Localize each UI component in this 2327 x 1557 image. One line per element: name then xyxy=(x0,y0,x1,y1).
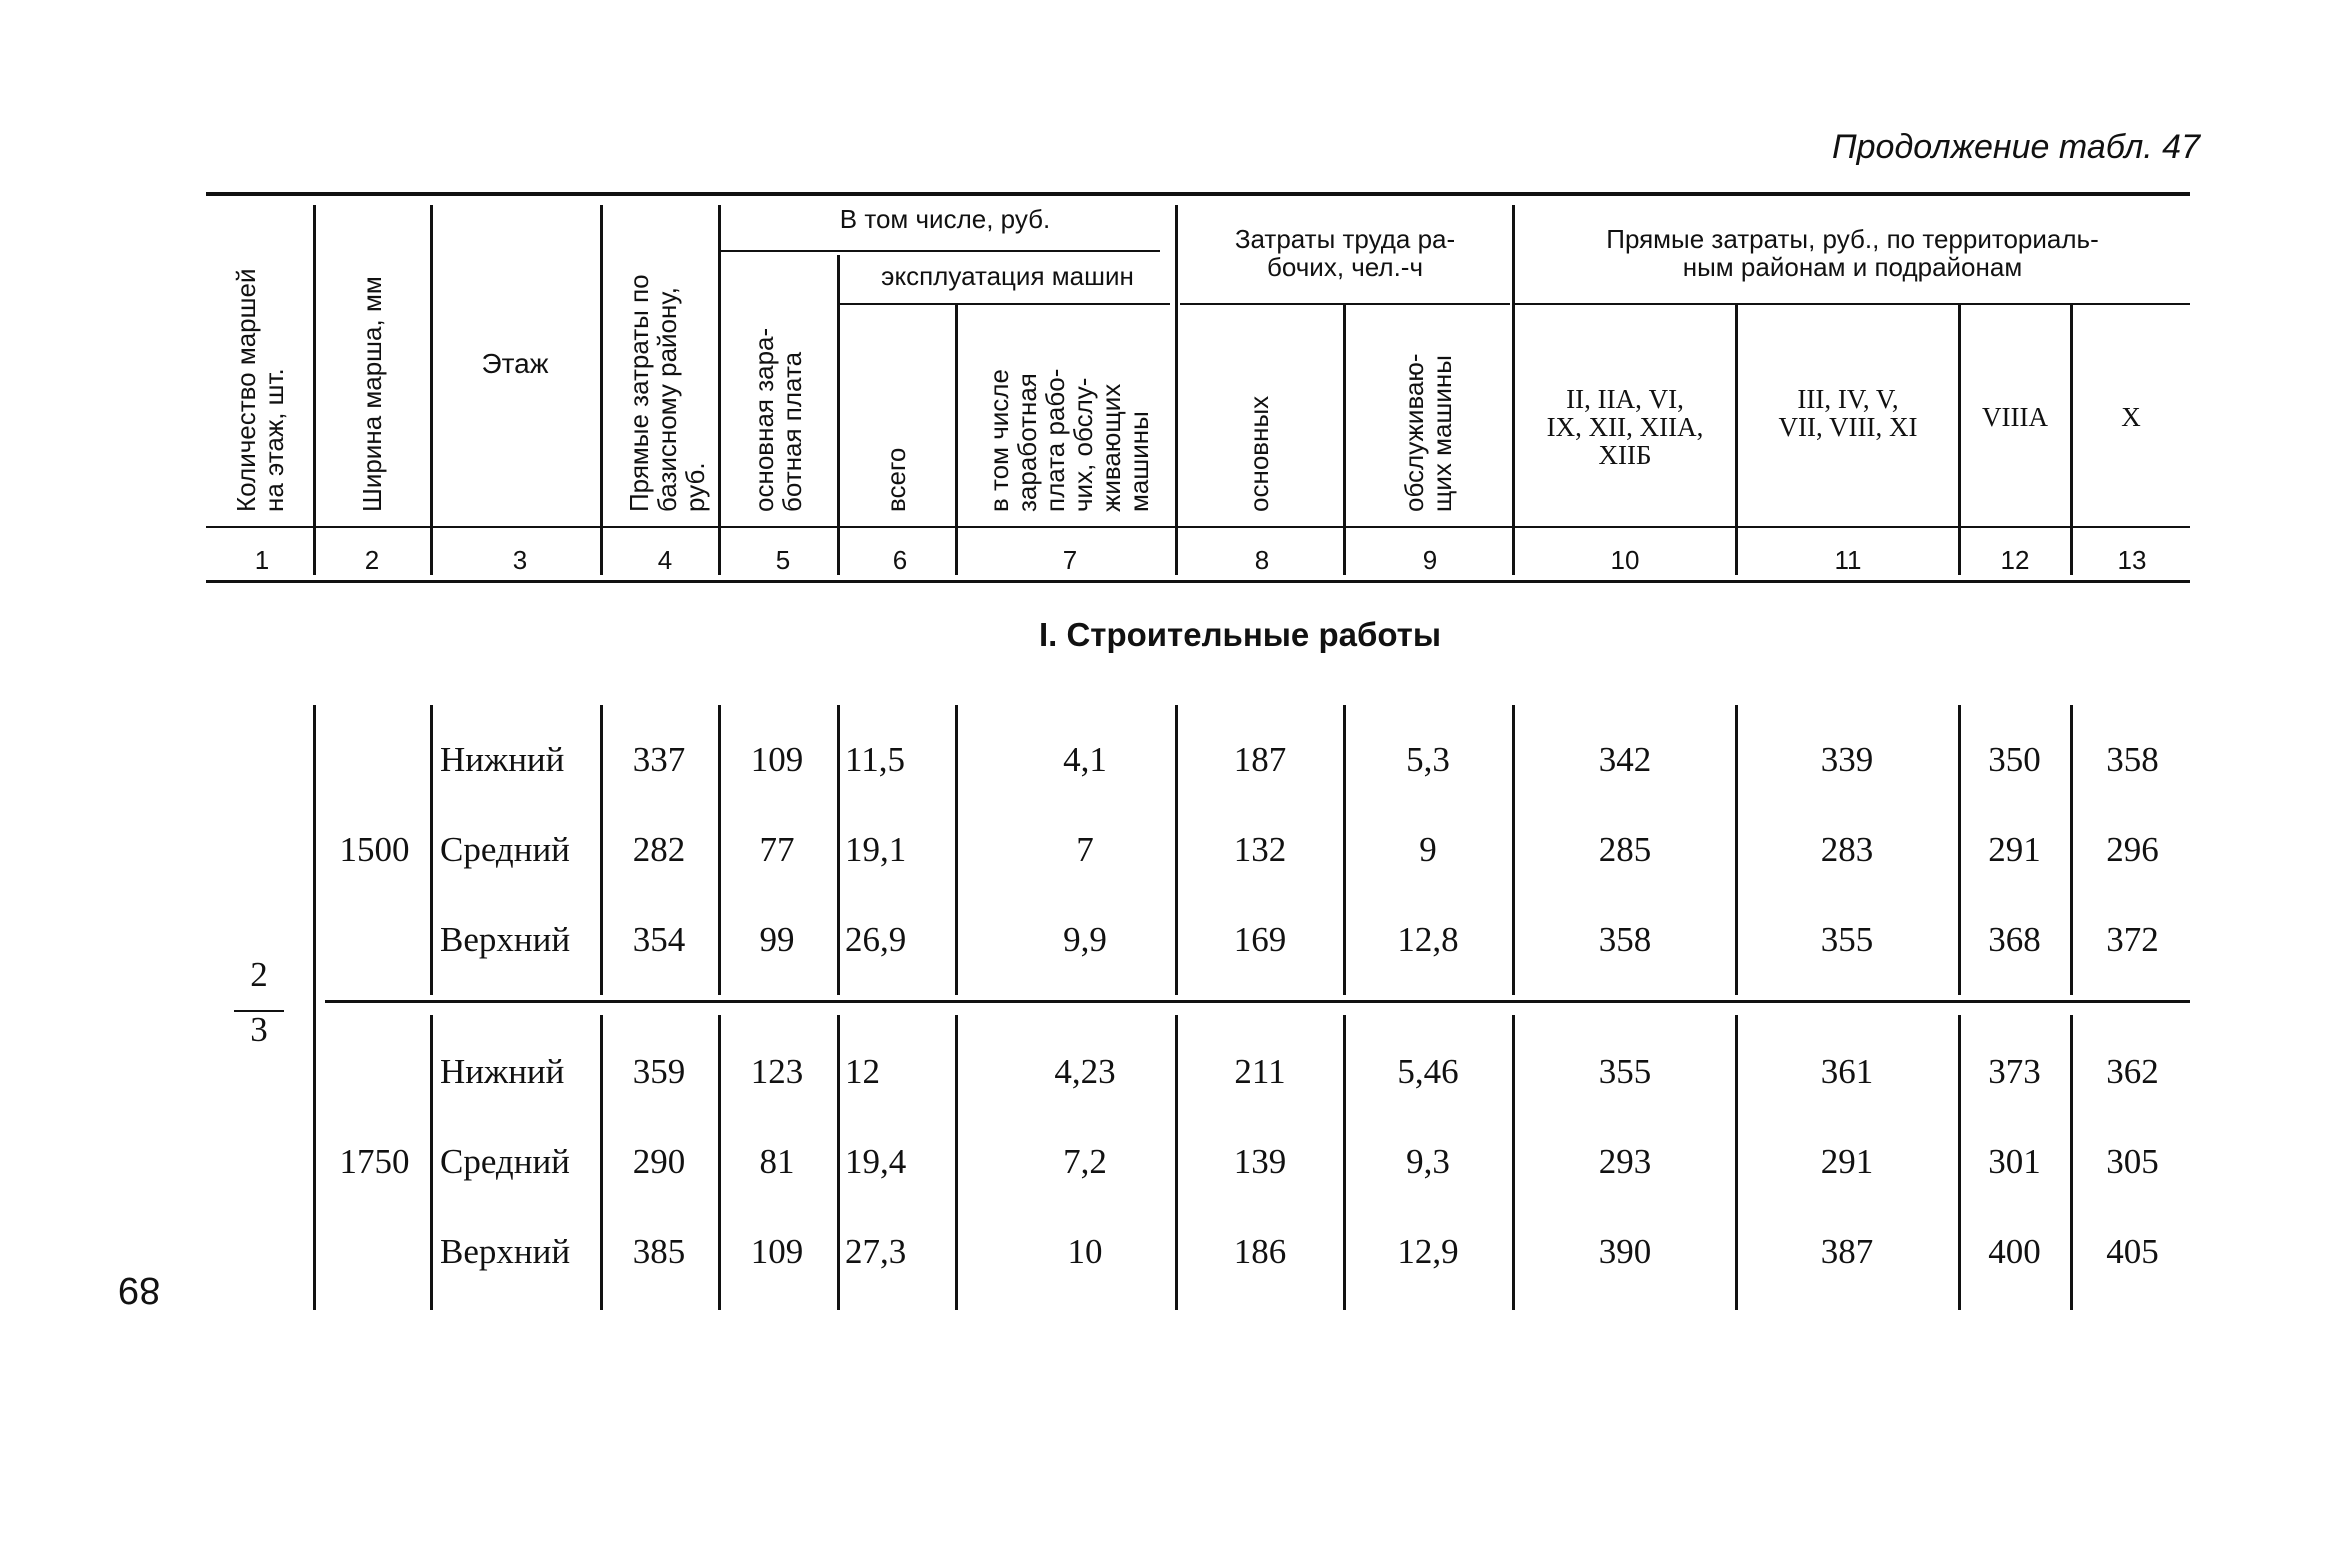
table-cell: 373 xyxy=(1988,1052,2041,1091)
body-vline xyxy=(600,705,603,995)
header-col3: Этаж xyxy=(481,348,549,379)
group-incl-rule xyxy=(720,250,1160,252)
table-cell: 12,8 xyxy=(1397,920,1459,959)
table-caption: Продолжение табл. 47 xyxy=(1832,128,2200,166)
header-group-regions-line: Прямые затраты, руб., по территориаль- xyxy=(1606,224,2099,254)
header-vline xyxy=(600,205,603,575)
body-vline xyxy=(1735,1015,1738,1310)
table-cell: 285 xyxy=(1598,830,1652,869)
header-col7-line: плата рабо- xyxy=(1040,368,1070,512)
header-group-regions xyxy=(1515,225,2190,281)
table-cell: 123 xyxy=(750,1052,804,1091)
table-cell: 26,9 xyxy=(845,920,907,959)
table-cell: 400 xyxy=(1988,1232,2041,1271)
header-col5-line: ботная плата xyxy=(777,351,807,512)
header-group-labor-line: Затраты труда ра- xyxy=(1234,224,1456,254)
table-cell: 5,3 xyxy=(1406,740,1450,779)
table-cell: 296 xyxy=(2106,830,2159,869)
header-vline xyxy=(955,305,958,575)
table-cell: 355 xyxy=(1820,920,1874,959)
table-cell: 387 xyxy=(1820,1232,1874,1271)
column-number: 4 xyxy=(657,545,673,575)
body-vline xyxy=(1343,1015,1346,1310)
table-cell: 283 xyxy=(1820,830,1874,869)
table-cell: 4,1 xyxy=(1063,740,1107,779)
header-vline xyxy=(837,255,840,575)
header-col13: X xyxy=(2121,402,2141,432)
header-col5 xyxy=(750,328,806,512)
body-vline xyxy=(837,705,840,995)
body-vline xyxy=(1175,1015,1178,1310)
table-cell: 291 xyxy=(1820,1142,1874,1181)
header-col5-line: основная зара- xyxy=(749,327,779,512)
body-vline xyxy=(600,1015,603,1310)
table-cell: 11,5 xyxy=(845,740,905,779)
column-number: 9 xyxy=(1422,545,1438,575)
column-number: 8 xyxy=(1254,545,1270,575)
column-number: 7 xyxy=(1062,545,1078,575)
table-cell: 139 xyxy=(1233,1142,1287,1181)
header-col9 xyxy=(1400,353,1456,512)
group-regions-rule xyxy=(1515,303,2190,305)
body-vline xyxy=(1512,1015,1515,1310)
table-cell: 9 xyxy=(1419,830,1437,869)
table-cell: 372 xyxy=(2106,920,2159,959)
body-vline xyxy=(1958,705,1961,995)
table-cell: 187 xyxy=(1233,740,1287,779)
table-cell: 9,3 xyxy=(1406,1142,1450,1181)
header-vline xyxy=(430,205,433,575)
body-vline xyxy=(2070,705,2073,995)
floor-label: Средний xyxy=(440,830,570,869)
table-cell: 290 xyxy=(632,1142,686,1181)
column-number: 6 xyxy=(892,545,908,575)
header-col7-line: машины xyxy=(1124,411,1154,512)
header-top-rule xyxy=(206,192,2190,196)
table-cell: 169 xyxy=(1233,920,1287,959)
table-cell: 19,1 xyxy=(845,830,907,869)
body-vline xyxy=(837,1015,840,1310)
column-number: 12 xyxy=(2000,545,2030,575)
table-cell: 109 xyxy=(750,740,804,779)
table-cell: 12,9 xyxy=(1397,1232,1459,1271)
header-group-labor-line: бочих, чел.-ч xyxy=(1266,252,1424,282)
header-col10-line: IX, XII, XIIА, xyxy=(1546,412,1704,442)
header-col12: VIIIА xyxy=(1982,402,2048,432)
header-col7-line: заработная xyxy=(1012,373,1042,512)
header-bottom-rule xyxy=(206,580,2190,583)
column-number: 1 xyxy=(254,545,270,575)
body-vline xyxy=(1512,705,1515,995)
header-vline xyxy=(718,205,721,575)
header-col4-line: руб. xyxy=(680,462,710,512)
column-number: 2 xyxy=(364,545,380,575)
table-cell: 5,46 xyxy=(1397,1052,1459,1091)
header-col7-line: живающих xyxy=(1096,383,1126,512)
body-vline xyxy=(1175,705,1178,995)
table-cell: 27,3 xyxy=(845,1232,907,1271)
body-vline xyxy=(718,1015,721,1310)
table-cell: 355 xyxy=(1598,1052,1652,1091)
table-cell: 390 xyxy=(1598,1232,1652,1271)
table-cell: 4,23 xyxy=(1054,1052,1116,1091)
column-number: 10 xyxy=(1610,545,1640,575)
table-cell: 211 xyxy=(1234,1052,1286,1091)
header-col1-line: Количество маршей xyxy=(231,268,261,512)
table-cell: 362 xyxy=(2106,1052,2159,1091)
table-cell: 7,2 xyxy=(1063,1142,1107,1181)
table-cell: 368 xyxy=(1988,920,2041,959)
header-vline xyxy=(313,205,316,575)
body-vline xyxy=(430,1015,433,1310)
column-number: 3 xyxy=(512,545,528,575)
table-cell: 12 xyxy=(845,1052,880,1091)
header-col7-line: чих, обслу- xyxy=(1068,377,1098,512)
march-width-value: 1500 xyxy=(339,830,410,869)
floor-label: Нижний xyxy=(440,740,565,779)
header-col4 xyxy=(625,274,709,512)
table-cell: 305 xyxy=(2106,1142,2159,1181)
header-col1 xyxy=(232,269,288,512)
table-cell: 282 xyxy=(632,830,686,869)
table-cell: 132 xyxy=(1233,830,1287,869)
table-cell: 291 xyxy=(1988,830,2041,869)
floor-label: Средний xyxy=(440,1142,570,1181)
table-cell: 99 xyxy=(759,920,795,959)
marches-denominator: 3 xyxy=(250,1010,268,1049)
table-cell: 405 xyxy=(2106,1232,2159,1271)
column-number: 11 xyxy=(1834,545,1862,575)
section-title: I. Строительные работы xyxy=(1038,616,1442,653)
header-vline xyxy=(2070,305,2073,575)
body-vline xyxy=(718,705,721,995)
body-vline xyxy=(313,705,316,1310)
header-col11-line: VII, VIII, XI xyxy=(1778,412,1918,442)
body-vline xyxy=(1958,1015,1961,1310)
header-col4-line: базисному району, xyxy=(652,287,682,512)
header-group-regions-line: ным районам и подрайонам xyxy=(1682,252,2023,282)
header-col10-line: XIIБ xyxy=(1598,440,1652,470)
table-cell: 385 xyxy=(632,1232,686,1271)
floor-label: Верхний xyxy=(440,1232,571,1271)
header-group-incl: В том числе, руб. xyxy=(839,204,1051,234)
header-col4-line: Прямые затраты по xyxy=(624,274,654,512)
table-cell: 350 xyxy=(1988,740,2041,779)
group-machines-rule xyxy=(840,303,1170,305)
header-group-machines: эксплуатация машин xyxy=(881,261,1134,291)
page-number: 89 xyxy=(118,1269,161,1311)
table-cell: 10 xyxy=(1067,1232,1103,1271)
table-cell: 77 xyxy=(759,830,795,869)
column-number: 5 xyxy=(775,545,791,575)
body-vline xyxy=(2070,1015,2073,1310)
header-group-labor xyxy=(1180,225,1510,281)
header-vline xyxy=(1343,305,1346,575)
header-col7-line: в том числе xyxy=(984,369,1014,512)
body-vline xyxy=(1735,705,1738,995)
table-cell: 81 xyxy=(759,1142,795,1181)
table-cell: 358 xyxy=(1598,920,1652,959)
table-cell: 337 xyxy=(632,740,686,779)
floor-label: Нижний xyxy=(440,1052,565,1091)
header-col11-line: III, IV, V, xyxy=(1797,384,1899,414)
header-vline xyxy=(1175,205,1178,575)
header-col6: всего xyxy=(881,447,911,512)
header-col11 xyxy=(1738,385,1958,441)
table-cell: 354 xyxy=(632,920,686,959)
floor-label: Верхний xyxy=(440,920,571,959)
group-separator-rule xyxy=(325,1000,2190,1003)
table-cell: 9,9 xyxy=(1063,920,1107,959)
header-vline xyxy=(1958,305,1961,575)
table-cell: 358 xyxy=(2106,740,2159,779)
marches-numerator: 2 xyxy=(250,955,268,994)
header-sub-rule xyxy=(206,526,2190,528)
table-cell: 339 xyxy=(1820,740,1874,779)
header-col1-line: на этаж, шт. xyxy=(259,368,289,512)
table-cell: 7 xyxy=(1076,830,1094,869)
table-cell: 19,4 xyxy=(845,1142,907,1181)
header-col7 xyxy=(985,369,1153,512)
header-col8: основных xyxy=(1244,395,1274,512)
table-cell: 361 xyxy=(1820,1052,1874,1091)
header-col10 xyxy=(1515,385,1735,469)
body-vline xyxy=(1343,705,1346,995)
table-cell: 342 xyxy=(1598,740,1652,779)
table-cell: 186 xyxy=(1233,1232,1287,1271)
column-number: 13 xyxy=(2117,545,2147,575)
header-col10-line: II, IIА, VI, xyxy=(1566,384,1684,414)
body-vline xyxy=(955,1015,958,1310)
header-col2: Ширина марша, мм xyxy=(357,276,387,512)
table-cell: 301 xyxy=(1988,1142,2041,1181)
table-cell: 359 xyxy=(632,1052,686,1091)
march-width-value: 1750 xyxy=(339,1142,410,1181)
header-col9-line: обслуживаю- xyxy=(1399,353,1429,512)
body-vline xyxy=(955,705,958,995)
table-cell: 293 xyxy=(1598,1142,1652,1181)
body-vline xyxy=(430,705,433,995)
table-cell: 109 xyxy=(750,1232,804,1271)
header-col9-line: щих машины xyxy=(1427,355,1457,512)
